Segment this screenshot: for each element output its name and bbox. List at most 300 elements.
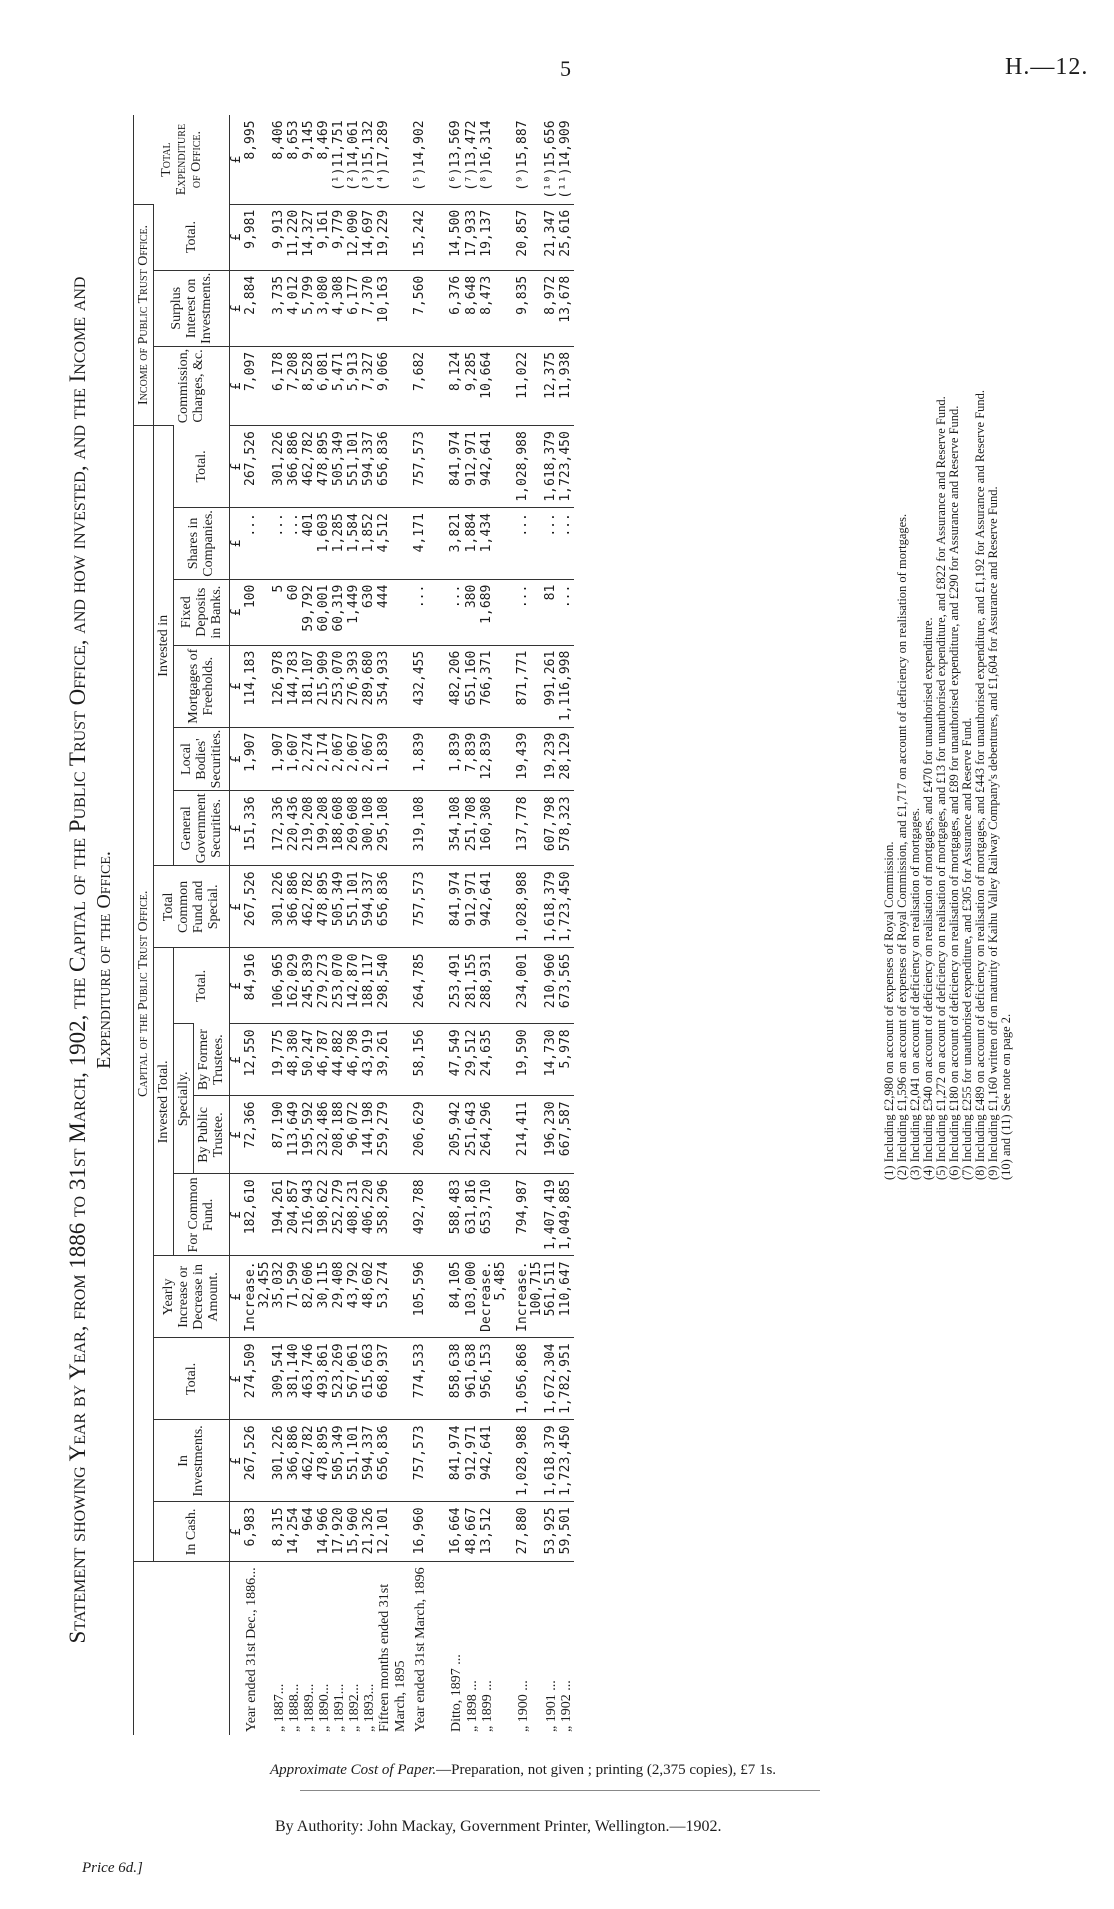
footnotes	[883, 390, 1013, 1180]
cell-exp: (⁸)16,314	[478, 120, 494, 191]
header-common-fund: For Common Fund.	[174, 1174, 229, 1256]
cell-tcs: 1,028,988	[516, 866, 544, 948]
footnote: (7) Including £255 for unauthorised expenditure, and £305 for Assurance and Reserve Fund.	[960, 717, 974, 1180]
cell-govt: 220,436	[287, 791, 302, 866]
cell-investments: 841,974	[449, 1420, 464, 1502]
table-row	[347, 115, 362, 1735]
authority-line: By Authority: John Mackay, Government Printer, Wellington.—1902.	[275, 1818, 722, 1835]
pound-sign-row	[229, 115, 244, 1735]
cell-mort: 766,371	[480, 645, 516, 727]
cell-shares: ...	[272, 508, 287, 580]
cell-investments: 551,101	[347, 1420, 362, 1502]
cell-fixed: 60,319	[332, 579, 347, 645]
cell-yearly: 53,274	[377, 1256, 413, 1338]
cell-tcs: 757,573	[413, 866, 449, 948]
page-number: 5	[560, 56, 571, 81]
cell-public: 144,198	[362, 1096, 377, 1174]
cell-tcs: 656,836	[377, 866, 413, 948]
cell-inv_total: 84,916	[244, 948, 272, 1024]
cell-shares: 1,603	[317, 508, 332, 580]
page-code: H.—12.	[1005, 54, 1089, 80]
cell-inv_in_total: 462,782	[302, 426, 317, 508]
cell-common: 182,610	[244, 1174, 272, 1256]
table-row	[544, 115, 559, 1735]
cost-note-label: Approximate Cost of Paper.	[270, 1762, 437, 1778]
cell-yearly: 105,596	[413, 1256, 449, 1338]
cell-inv_in_total: 942,641	[480, 426, 516, 508]
cell-yearly: 30,115	[317, 1256, 332, 1338]
pound-sign-cash: £	[229, 1502, 244, 1562]
cell-govt: 251,708	[465, 791, 480, 866]
cell-total: 956,153	[480, 1338, 516, 1420]
cell-mort: 1,116,998	[559, 645, 574, 727]
cell-former: 43,919	[362, 1024, 377, 1096]
cell-local: 1,907	[244, 727, 272, 791]
cell-comm: 7,097	[244, 346, 272, 425]
cell-former: 58,156	[413, 1024, 449, 1096]
cell-inc_total: 14,500	[449, 204, 464, 270]
cell-inc_total: 11,220	[287, 204, 302, 270]
header-surplus-interest: Surplus Interest on Investments.	[154, 270, 229, 346]
cell-shares: 1,434	[480, 508, 516, 580]
header-total: Total.	[154, 1338, 229, 1420]
cell-surplus: 3,735	[272, 270, 287, 346]
header-general-govt: General Government Securities.	[174, 791, 229, 866]
cell-total: 463,746	[302, 1338, 317, 1420]
cell-yearly: Increase. 100,715	[516, 1256, 544, 1338]
cell-yearly: 43,792	[347, 1256, 362, 1338]
cell-comm: 10,664	[480, 346, 516, 425]
cell-surplus: 3,080	[317, 270, 332, 346]
cell-former: 46,798	[347, 1024, 362, 1096]
cell-inv_in_total: 912,971	[465, 426, 480, 508]
cell-common: 653,710	[480, 1174, 516, 1256]
cell-fixed: ...	[516, 579, 544, 645]
cell-exp: (⁷)13,472	[463, 120, 479, 191]
cell-mort: 871,771	[516, 645, 544, 727]
cell-common: 358,296	[377, 1174, 413, 1256]
cell-cash: 14,966	[317, 1502, 332, 1562]
header-invested-in-group: Invested in	[154, 426, 174, 866]
cell-investments: 656,836	[377, 1420, 413, 1502]
cell-tcs: 366,886	[287, 866, 302, 948]
pound-sign-inv_in_total: £	[229, 426, 244, 508]
header-fixed-deposits: Fixed Deposits in Banks.	[174, 579, 229, 645]
footnote: (6) Including £180 on account of deficiency on realisation of mortgages, and £89 for unauthorised expenditure, and £290 for Assurance and Reserve Fund.	[947, 405, 961, 1180]
cell-cash: 17,920	[332, 1502, 347, 1562]
header-capital-group: Capital of the Public Trust Office.	[134, 426, 154, 1562]
cell-govt: 219,208	[302, 791, 317, 866]
cell-govt: 188,608	[332, 791, 347, 866]
cost-note	[270, 1762, 776, 1779]
cell-exp: (⁶)13,569	[448, 120, 464, 191]
cell-mort: 991,261	[544, 645, 559, 727]
header-local-bodies: Local Bodies' Securities.	[174, 727, 229, 791]
cell-mort: 126,978	[272, 645, 287, 727]
cell-total: 668,937	[377, 1338, 413, 1420]
cell-cash: 53,925	[544, 1502, 559, 1562]
cell-former: 50,247	[302, 1024, 317, 1096]
cell-investments: 1,723,450	[559, 1420, 574, 1502]
cell-public: 208,188	[332, 1096, 347, 1174]
cell-former: 24,635	[480, 1024, 516, 1096]
cell-former: 14,730	[544, 1024, 559, 1096]
row-period-label: „ 1887...	[272, 1562, 287, 1735]
cell-former: 47,549	[449, 1024, 464, 1096]
pound-row-label	[229, 1562, 244, 1735]
cell-exp: 8,995	[242, 120, 258, 160]
cell-comm: 6,178	[272, 346, 287, 425]
cell-tcs: 594,337	[362, 866, 377, 948]
cell-surplus: 7,560	[413, 270, 449, 346]
cell-former: 5,978	[559, 1024, 574, 1096]
cell-cash: 16,960	[413, 1502, 449, 1562]
cell-fixed: ...	[413, 579, 449, 645]
cell-cash: 6,983	[244, 1502, 272, 1562]
cell-govt: 172,336	[272, 791, 287, 866]
cell-surplus: 7,370	[362, 270, 377, 346]
cell-mort: 651,160	[465, 645, 480, 727]
cell-exp: 8,469	[315, 120, 331, 160]
cell-inv_total: 673,565	[559, 948, 574, 1024]
cell-shares: 3,821	[449, 508, 464, 580]
footnote: (5) Including £1,272 on account of deficiency on realisation of mortgages, and £13 for unauthorised expenditure, and £822 for Assurance and Reserve Fund.	[934, 396, 948, 1180]
cell-surplus: 8,648	[465, 270, 480, 346]
cell-cash: 16,664	[449, 1502, 464, 1562]
cell-mort: 215,909	[317, 645, 332, 727]
cell-inv_in_total: 656,836	[377, 426, 413, 508]
footnote: (10) and (11) See note on page 2.	[999, 1013, 1013, 1180]
cell-mort: 253,070	[332, 645, 347, 727]
cell-exp: 8,653	[285, 120, 301, 160]
row-period-label: „ 1890...	[317, 1562, 332, 1735]
cell-tcs: 301,226	[272, 866, 287, 948]
cell-inv_in_total: 1,723,450	[559, 426, 574, 508]
cell-public: 87,190	[272, 1096, 287, 1174]
row-period-label: „ 1900 ...	[516, 1562, 544, 1735]
pound-sign-fixed: £	[229, 579, 244, 645]
cell-inv_in_total: 301,226	[272, 426, 287, 508]
row-period-label: „ 1888...	[287, 1562, 302, 1735]
table-row	[362, 115, 377, 1735]
cell-surplus: 13,678	[559, 270, 574, 346]
divider	[300, 1790, 820, 1791]
cell-inv_total: 279,273	[317, 948, 332, 1024]
pound-sign-comm: £	[229, 346, 244, 425]
cell-common: 492,788	[413, 1174, 449, 1256]
cell-inv_in_total: 551,101	[347, 426, 362, 508]
cell-exp: (¹¹)14,909	[557, 120, 573, 199]
cell-shares: ...	[516, 508, 544, 580]
cell-exp: 9,145	[300, 120, 316, 160]
footnote: (9) Including £1,160 written off on maturity of Kaihu Valley Railway Company's debentures, and £1,604 for Assurance and Reserve Fund.	[986, 486, 1000, 1180]
cell-inc_total: 25,616	[559, 204, 574, 270]
footnote: (1) Including £2,980 on account of expenses of Royal Commission.	[882, 841, 896, 1180]
cell-yearly: 71,599	[287, 1256, 302, 1338]
cell-inc_total: 20,857	[516, 204, 544, 270]
row-period-label: „ 1899 ...	[480, 1562, 516, 1735]
cell-exp: (⁹)15,887	[514, 120, 530, 191]
pound-sign-common: £	[229, 1174, 244, 1256]
cell-cash: 14,254	[287, 1502, 302, 1562]
cell-inv_in_total: 505,349	[332, 426, 347, 508]
cell-common: 252,279	[332, 1174, 347, 1256]
cell-inc_total: 19,229	[377, 204, 413, 270]
pound-sign-former: £	[229, 1024, 244, 1096]
cell-govt: 354,108	[449, 791, 464, 866]
cell-former: 48,380	[287, 1024, 302, 1096]
cell-mort: 144,783	[287, 645, 302, 727]
cell-local: 1,839	[449, 727, 464, 791]
row-period-label: Year ended 31st Dec., 1886...	[244, 1562, 272, 1735]
cell-surplus: 4,308	[332, 270, 347, 346]
cell-total: 1,056,868	[516, 1338, 544, 1420]
cell-fixed: 380	[465, 579, 480, 645]
cell-surplus: 4,012	[287, 270, 302, 346]
header-invested-in-total: Total.	[174, 426, 229, 508]
table-row	[244, 115, 272, 1735]
header-specially-group: Specially.	[174, 1024, 194, 1174]
cell-tcs: 462,782	[302, 866, 317, 948]
cell-shares: ...	[244, 508, 272, 580]
row-period-label: „ 1892...	[347, 1562, 362, 1735]
table-row	[516, 115, 544, 1735]
cell-investments: 462,782	[302, 1420, 317, 1502]
cell-cash: 964	[302, 1502, 317, 1562]
table-row	[559, 115, 574, 1735]
pound-sign-local: £	[229, 727, 244, 791]
cell-comm: 9,066	[377, 346, 413, 425]
header-in-investments: In Investments.	[154, 1420, 229, 1502]
row-period-label: „ 1893...	[362, 1562, 377, 1735]
cell-mort: 181,107	[302, 645, 317, 727]
cell-investments: 912,971	[465, 1420, 480, 1502]
footnote: (3) Including £2,041 on account of deficiency on realisation of mortgages.	[908, 807, 922, 1180]
cell-total: 523,269	[332, 1338, 347, 1420]
cell-comm: 9,285	[465, 346, 480, 425]
cell-tcs: 505,349	[332, 866, 347, 948]
cell-common: 408,231	[347, 1174, 362, 1256]
cell-inc_total: 9,779	[332, 204, 347, 270]
cell-inc_total: 9,161	[317, 204, 332, 270]
cell-mort: 289,680	[362, 645, 377, 727]
footnote: (8) Including £489 on account of deficiency on realisation of mortgages, and £443 for unauthorised expenditure, and £1,192 for Assurance and Reserve Fund.	[973, 389, 987, 1180]
cell-yearly: 561,511	[544, 1256, 559, 1338]
cell-comm: 7,327	[362, 346, 377, 425]
cell-public: 196,230	[544, 1096, 559, 1174]
cell-cash: 15,960	[347, 1502, 362, 1562]
cell-inc_total: 14,327	[302, 204, 317, 270]
row-period-label: „ 1889...	[302, 1562, 317, 1735]
cell-shares: ...	[287, 508, 302, 580]
cell-total: 961,638	[465, 1338, 480, 1420]
cell-exp: (²)14,061	[346, 120, 362, 191]
header-income-total: Total.	[154, 204, 229, 270]
cell-former: 46,787	[317, 1024, 332, 1096]
cell-yearly: 29,408	[332, 1256, 347, 1338]
cell-cash: 48,667	[465, 1502, 480, 1562]
cell-shares: 1,884	[465, 508, 480, 580]
cell-yearly: 82,606	[302, 1256, 317, 1338]
cell-surplus: 2,884	[244, 270, 272, 346]
cell-total: 1,782,951	[559, 1338, 574, 1420]
cell-inv_total: 281,155	[465, 948, 480, 1024]
cell-inv_in_total: 757,573	[413, 426, 449, 508]
cell-govt: 295,108	[377, 791, 413, 866]
cell-local: 1,907	[272, 727, 287, 791]
cell-cash: 27,880	[516, 1502, 544, 1562]
cell-public: 259,279	[377, 1096, 413, 1174]
cell-inv_total: 253,491	[449, 948, 464, 1024]
cell-yearly: 103,000	[465, 1256, 480, 1338]
row-period-label: „ 1898 ...	[465, 1562, 480, 1735]
cell-public: 251,643	[465, 1096, 480, 1174]
cell-inc_total: 17,933	[465, 204, 480, 270]
cell-inv_total: 245,839	[302, 948, 317, 1024]
cell-yearly: 35,032	[272, 1256, 287, 1338]
cell-shares: 1,584	[347, 508, 362, 580]
cell-local: 1,839	[413, 727, 449, 791]
cell-total: 381,140	[287, 1338, 302, 1420]
cell-public: 264,296	[480, 1096, 516, 1174]
cell-shares: ...	[544, 508, 559, 580]
cell-public: 195,592	[302, 1096, 317, 1174]
cell-tcs: 841,974	[449, 866, 464, 948]
cell-local: 1,839	[377, 727, 413, 791]
cell-total: 615,663	[362, 1338, 377, 1420]
cell-surplus: 6,376	[449, 270, 464, 346]
cell-mort: 432,455	[413, 645, 449, 727]
table-row	[287, 115, 302, 1735]
header-in-cash: In Cash.	[154, 1502, 229, 1562]
cell-surplus: 5,799	[302, 270, 317, 346]
header-by-public-trustee: By Public Trustee.	[194, 1096, 229, 1174]
cell-exp: (¹)11,751	[331, 120, 347, 191]
header-by-former-trustees: By Former Trustees.	[194, 1024, 229, 1096]
cell-inc_total: 9,913	[272, 204, 287, 270]
cell-common: 216,943	[302, 1174, 317, 1256]
price: Price 6d.]	[82, 1860, 143, 1876]
cell-former: 12,550	[244, 1024, 272, 1096]
footnote: (4) Including £340 on account of deficiency on realisation of mortgages, and £470 for unauthorised expenditure.	[921, 617, 935, 1180]
pound-sign-inc_total: £	[229, 204, 244, 270]
pound-sign-public: £	[229, 1096, 244, 1174]
pound-sign-yearly: £	[229, 1256, 244, 1338]
pound-sign-investments: £	[229, 1420, 244, 1502]
cell-tcs: 1,723,450	[559, 866, 574, 948]
row-period-label: Fifteen months ended 31st March, 1895	[377, 1562, 413, 1735]
cell-fixed: ...	[559, 579, 574, 645]
cell-former: 19,590	[516, 1024, 544, 1096]
header-expenditure: Total Expenditure of Office.	[134, 115, 230, 204]
cell-yearly: Decrease. 5,485	[480, 1256, 516, 1338]
table-row	[413, 115, 449, 1735]
cell-investments: 942,641	[480, 1420, 516, 1502]
cell-govt: 319,108	[413, 791, 449, 866]
cell-shares: 4,512	[377, 508, 413, 580]
cell-common: 194,261	[272, 1174, 287, 1256]
cell-total: 493,861	[317, 1338, 332, 1420]
cell-local: 2,274	[302, 727, 317, 791]
cell-govt: 300,108	[362, 791, 377, 866]
cell-local: 2,067	[332, 727, 347, 791]
cell-total: 858,638	[449, 1338, 464, 1420]
cell-inv_total: 106,965	[272, 948, 287, 1024]
cell-inv_total: 210,960	[544, 948, 559, 1024]
cell-shares: 1,852	[362, 508, 377, 580]
cell-inv_in_total: 841,974	[449, 426, 464, 508]
header-invested-total: Total.	[174, 948, 229, 1024]
cell-investments: 1,028,988	[516, 1420, 544, 1502]
cell-tcs: 1,618,379	[544, 866, 559, 948]
cell-shares: ...	[559, 508, 574, 580]
cell-cash: 21,326	[362, 1502, 377, 1562]
cell-comm: 8,124	[449, 346, 464, 425]
cell-total: 567,061	[347, 1338, 362, 1420]
cell-tcs: 551,101	[347, 866, 362, 948]
cell-total: 274,509	[244, 1338, 272, 1420]
cell-comm: 8,528	[302, 346, 317, 425]
cell-tcs: 267,526	[244, 866, 272, 948]
cell-common: 794,987	[516, 1174, 544, 1256]
cell-investments: 478,895	[317, 1420, 332, 1502]
cell-inc_total: 14,697	[362, 204, 377, 270]
cell-investments: 1,618,379	[544, 1420, 559, 1502]
cell-public: 232,486	[317, 1096, 332, 1174]
cell-cash: 8,315	[272, 1502, 287, 1562]
cell-local: 7,839	[465, 727, 480, 791]
cell-fixed: 100	[244, 579, 272, 645]
cell-inc_total: 9,981	[244, 204, 272, 270]
table-row	[465, 115, 480, 1735]
cell-shares: 1,285	[332, 508, 347, 580]
cell-inc_total: 15,242	[413, 204, 449, 270]
cell-comm: 11,938	[559, 346, 574, 425]
table-row	[480, 115, 516, 1735]
cell-comm: 6,081	[317, 346, 332, 425]
cell-former: 29,512	[465, 1024, 480, 1096]
footnote: (2) Including £1,596 on account of expenses of Royal Commission, and £1,717 on account of deficiency on realisation of mortgages.	[895, 513, 909, 1180]
header-shares: Shares in Companies.	[174, 508, 229, 580]
table-row	[449, 115, 464, 1735]
cell-cash: 12,101	[377, 1502, 413, 1562]
statement-subtitle: Expenditure of the Office.	[93, 851, 115, 1069]
cell-public: 113,649	[287, 1096, 302, 1174]
cell-inv_in_total: 594,337	[362, 426, 377, 508]
cell-inc_total: 19,137	[480, 204, 516, 270]
cell-local: 28,129	[559, 727, 574, 791]
cell-total: 309,541	[272, 1338, 287, 1420]
pound-sign-govt: £	[229, 791, 244, 866]
cell-common: 588,483	[449, 1174, 464, 1256]
cell-total: 1,672,304	[544, 1338, 559, 1420]
cell-common: 198,622	[317, 1174, 332, 1256]
cell-inv_in_total: 1,618,379	[544, 426, 559, 508]
cell-local: 2,067	[347, 727, 362, 791]
cell-govt: 578,323	[559, 791, 574, 866]
pound-sign-surplus: £	[229, 270, 244, 346]
cell-inv_total: 288,931	[480, 948, 516, 1024]
cell-yearly: 110,647	[559, 1256, 574, 1338]
cell-fixed: ...	[449, 579, 464, 645]
cell-inv_in_total: 478,895	[317, 426, 332, 508]
cell-exp: (⁵)14,902	[412, 120, 428, 191]
cell-comm: 5,913	[347, 346, 362, 425]
cell-inv_total: 142,870	[347, 948, 362, 1024]
cell-local: 19,239	[544, 727, 559, 791]
cell-inc_total: 12,090	[347, 204, 362, 270]
cell-exp: (³)15,132	[361, 120, 377, 191]
